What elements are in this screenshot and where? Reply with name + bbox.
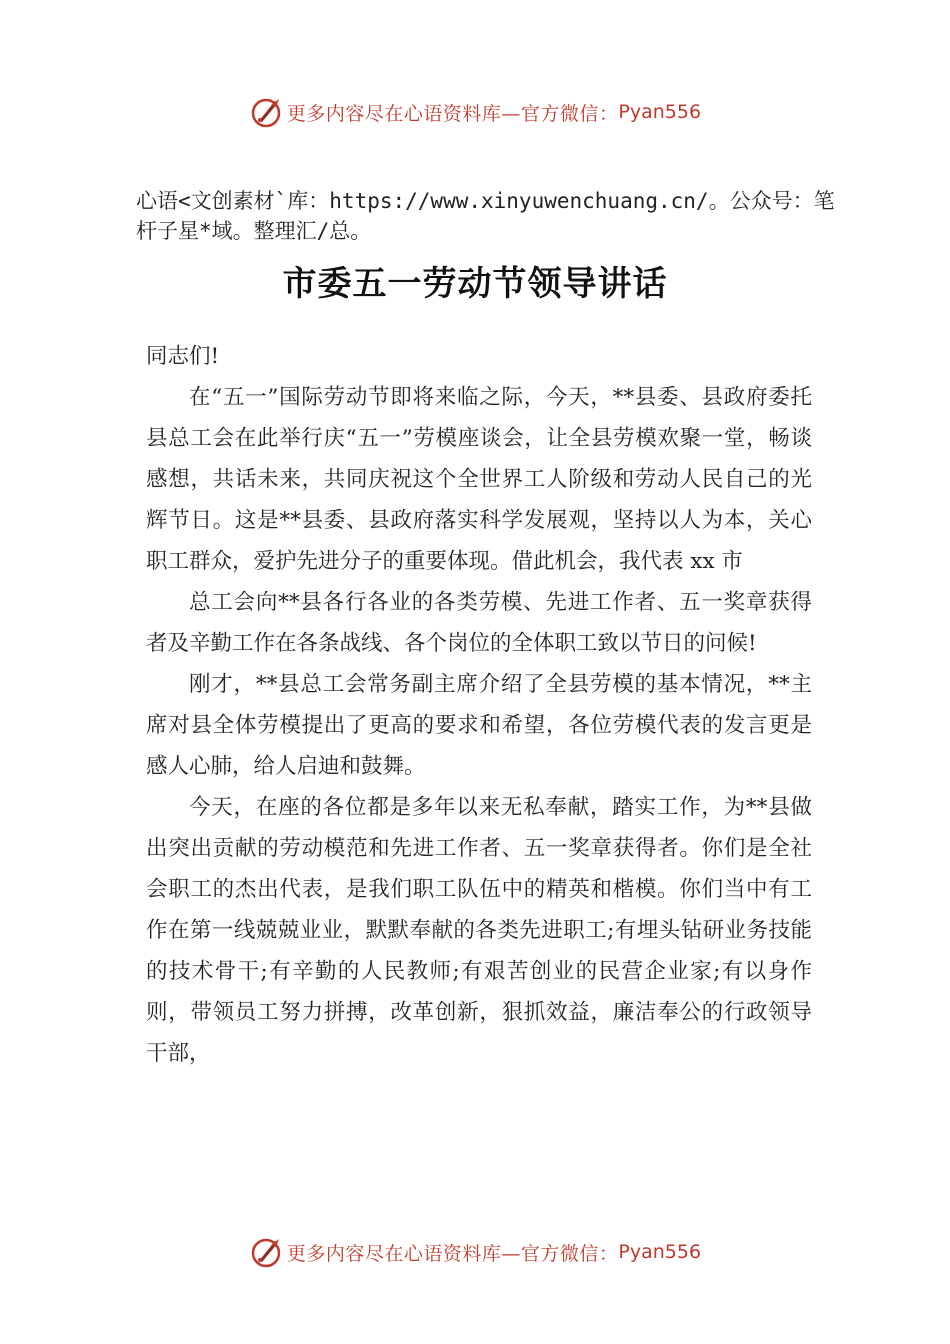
paragraph: 总工会向**县各行各业的各类劳模、先进工作者、五一奖章获得者及辛勤工作在各条战线、各个岗位的全体职工致以节日的问候!: [146, 590, 812, 656]
quill-pen-logo-icon: [249, 1235, 283, 1269]
footer-banner: [0, 1232, 950, 1272]
banner-text: 更多内容尽在心语资料库—官方微信：: [286, 102, 619, 125]
banner-text: 更多内容尽在心语资料库—官方微信：: [286, 1242, 619, 1265]
paragraph: 刚才，**县总工会常务副主席介绍了全县劳模的基本情况，**主席对县全体劳模提出了更高的要求和希望，各位劳模代表的发言更是感人心肺，给人启迪和鼓舞。: [146, 672, 812, 779]
banner-wechat-id: Pyan556: [618, 101, 702, 123]
quill-pen-logo-icon: [249, 95, 283, 129]
document-title: 市委五一劳动节领导讲话: [282, 264, 668, 304]
paragraph: 在“五一”国际劳动节即将来临之际，今天，**县委、县政府委托县总工会在此举行庆“五一”劳模座谈会，让全县劳模欢聚一堂，畅谈感想，共话未来，共同庆祝这个全世界工人阶级和劳动人民自己的光辉节日。这是**县委、县政府落实科学发展观，坚持以人为本，关心职工群众，爱护先进分子的重要体现。借此机会，我代表 xx 市: [146, 385, 812, 574]
greeting: 同志们!: [146, 344, 220, 369]
paragraph: 今天，在座的各位都是多年以来无私奉献，踏实工作，为**县做出突出贡献的劳动模范和先进工作者、五一奖章获得者。你们是全社会职工的杰出代表，是我们职工队伍中的精英和楷模。你们当中有工作在第一线兢兢业业，默默奉献的各类先进职工;有埋头钻研业务技能的技术骨干;有辛勤的人民教师;有艰苦创业的民营企业家;有以身作则，带领员工努力拼搏，改革创新，狠抓效益，廉洁奉公的行政领导干部，: [146, 795, 812, 1066]
source-note: 心语<文创素材`库：https://www.xinyuwenchuang.cn/。公众号：笔杆子星*域。整理汇/总。: [136, 189, 835, 243]
banner-wechat-id: Pyan556: [618, 1241, 702, 1263]
document-body: [146, 336, 812, 1074]
header-banner: [0, 92, 950, 132]
